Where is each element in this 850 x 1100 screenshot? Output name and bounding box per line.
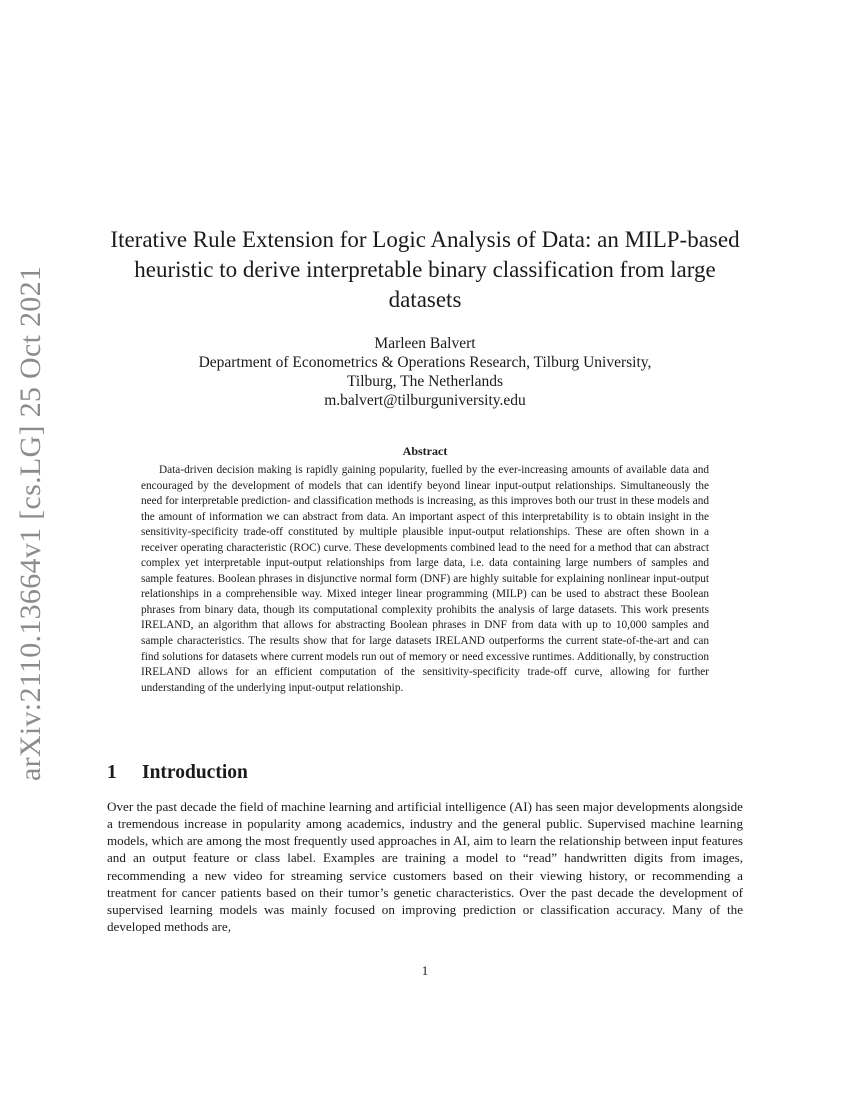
abstract-heading: Abstract (402, 444, 448, 458)
arxiv-identifier-stamp: arXiv:2110.13664v1 [cs.LG] 25 Oct 2021 (14, 265, 47, 781)
abstract-text: Data-driven decision making is rapidly gaining popularity, fuelled by the ever-increasing amounts of available data and encouraged by the development of models that can identify beyond linear input-output relationships. Simultaneously the need for interpretable prediction- and classification methods is increasing, as this improves both our trust in these models and the amount of information we can abstract from data. An important aspect of this interpretability is to obtain insight in the sensitivity-specificity trade-off constituted by multiple plausible input-output relationships. These are often shown in a receiver operating characteristic (ROC) curve. These developments combined lead to the need for a method that can abstract complex yet interpretable input-output relationships from large data, i.e. data containing large numbers of samples and sample features. Boolean phrases in disjunctive normal form (DNF) are highly suitable for explaining nonlinear input-output relationships in a comprehensible way. Mixed integer linear programming (MILP) can be used to abstract these Boolean phrases from binary data, though its computational complexity prohibits the analysis of large datasets. This work presents IRELAND, an algorithm that allows for abstracting Boolean phrases in DNF from data with up to 10,000 samples and sample characteristics. The results show that for large datasets IRELAND outperforms the current state-of-the-art and can find solutions for datasets where current models run out of memory or need excessive runtimes. Additionally, by construction IRELAND allows for an efficient computation of the sensitivity-specificity trade-off curve, allowing for further understanding of the underlying input-output relationship. (141, 464, 709, 694)
introduction-paragraph: Over the past decade the field of machine learning and artificial intelligence (AI) has seen major developments alongside a tremendous increase in popularity among academics, industry and the general public. Supervised machine learning models, which are among the most frequently used approaches in AI, aim to learn the relationship between input features and an output feature or class label. Examples are training a model to “read” handwritten digits from images, recommending a new video for streaming service customers based on their viewing history, or recommending a treatment for cancer patients based on their tumor’s genetic characteristics. Over the past decade the development of supervised learning models was mainly focused on improving prediction or classification accuracy. Many of the developed methods are, (107, 799, 743, 935)
author-block (100, 334, 750, 410)
section-title: Introduction (142, 762, 248, 783)
author-email: m.balvert@tilburguniversity.edu (324, 392, 526, 409)
section-number: 1 (107, 762, 117, 783)
section-heading-introduction (107, 762, 248, 784)
author-affiliation-line1: Department of Econometrics & Operations Research, Tilburg University, (198, 354, 652, 371)
paper-title: Iterative Rule Extension for Logic Analysis of Data: an MILP-based heuristic to derive interpretable binary classification from large datasets (110, 227, 740, 312)
page-number: 1 (421, 963, 429, 978)
author-affiliation-line2: Tilburg, The Netherlands (347, 373, 503, 390)
author-name: Marleen Balvert (374, 335, 476, 352)
